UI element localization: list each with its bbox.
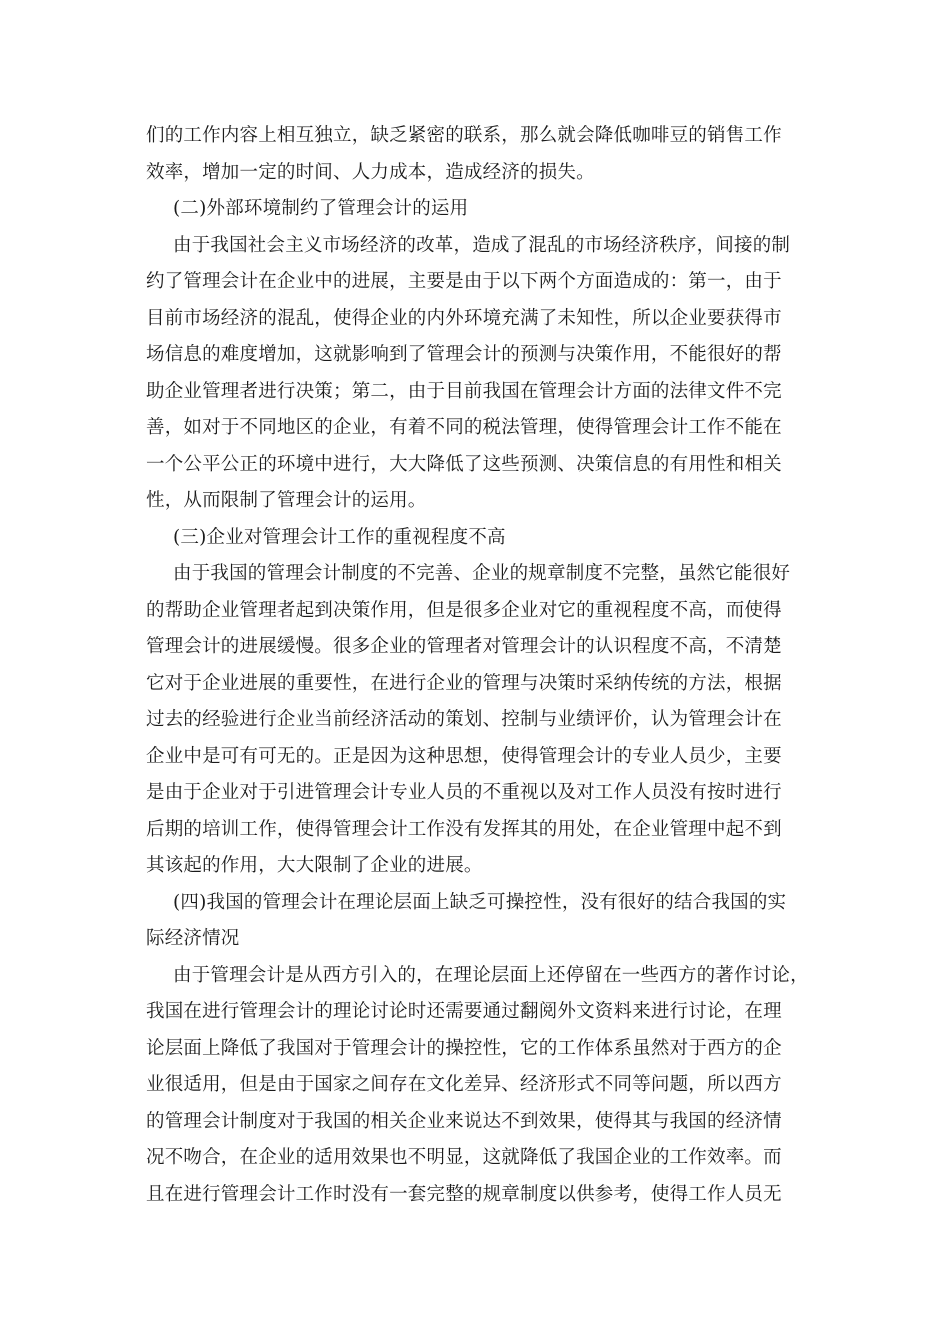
text-line: 约了管理会计在企业中的进展，主要是由于以下两个方面造成的：第一，由于 [146, 271, 782, 292]
text-line: 一个公平公正的环境中进行，大大降低了这些预测、决策信息的有用性和相关 [146, 453, 782, 475]
text-line: 性，从而限制了管理会计的运用。 [146, 490, 427, 511]
section-heading: (二)外部环境制约了管理会计的运用 [173, 198, 469, 219]
text-line: 目前市场经济的混乱，使得企业的内外环境充满了未知性，所以企业要获得市 [146, 307, 782, 329]
text-line: 企业中是可有可无的。正是因为这种思想，使得管理会计的专业人员少，主要 [146, 745, 782, 767]
text-line: 管理会计的进展缓慢。很多企业的管理者对管理会计的认识程度不高，不清楚 [146, 636, 782, 657]
text-line: 业很适用，但是由于国家之间存在文化差异、经济形式不同等问题，所以西方 [146, 1074, 782, 1095]
text-line: 它对于企业进展的重要性，在进行企业的管理与决策时采纳传统的方法，根据 [146, 672, 782, 694]
text-line: 其该起的作用，大大限制了企业的进展。 [146, 855, 483, 876]
text-line: 效率，增加一定的时间、人力成本，造成经济的损失。 [146, 161, 595, 183]
text-line: 善，如对于不同地区的企业，有着不同的税法管理，使得管理会计工作不能在 [146, 417, 782, 438]
text-line: 论层面上降低了我国对于管理会计的操控性，它的工作体系虽然对于西方的企 [146, 1037, 782, 1059]
section-heading: (三)企业对管理会计工作的重视程度不高 [173, 526, 506, 548]
text-line: 由于管理会计是从西方引入的，在理论层面上还停留在一些西方的著作讨论， [173, 964, 809, 986]
text-line: 助企业管理者进行决策；第二，由于目前我国在管理会计方面的法律文件不完 [146, 380, 782, 402]
text-line: 过去的经验进行企业当前经济活动的策划、控制与业绩评价，认为管理会计在 [146, 709, 782, 730]
text-line: 场信息的难度增加，这就影响到了管理会计的预测与决策作用，不能很好的帮 [146, 344, 782, 365]
text-line: 后期的培训工作，使得管理会计工作没有发挥其的用处，在企业管理中起不到 [146, 818, 782, 840]
text-line: 们的工作内容上相互独立，缺乏紧密的联系，那么就会降低咖啡豆的销售工作 [146, 125, 782, 146]
text-line: 的帮助企业管理者起到决策作用，但是很多企业对它的重视程度不高，而使得 [146, 599, 782, 621]
text-line: 由于我国的管理会计制度的不完善、企业的规章制度不完整，虽然它能很好 [173, 563, 791, 584]
text-line: 的管理会计制度对于我国的相关企业来说达不到效果，使得其与我国的经济情 [146, 1110, 782, 1132]
text-line: 况不吻合，在企业的适用效果也不明显，这就降低了我国企业的工作效率。而 [146, 1147, 782, 1168]
text-line: 是由于企业对于引进管理会计专业人员的不重视以及对工作人员没有按时进行 [146, 782, 782, 803]
text-line: 且在进行管理会计工作时没有一套完整的规章制度以供参考，使得工作人员无 [146, 1183, 782, 1205]
body-text [146, 118, 826, 1213]
text-line: 我国在进行管理会计的理论讨论时还需要通过翻阅外文资料来进行讨论，在理 [146, 1001, 782, 1022]
section-heading: (四)我国的管理会计在理论层面上缺乏可操控性，没有很好的结合我国的实 [173, 891, 787, 913]
text-line: 由于我国社会主义市场经济的改革，造成了混乱的市场经济秩序，间接的制 [173, 234, 791, 256]
section-heading-continued: 际经济情况 [146, 928, 240, 949]
